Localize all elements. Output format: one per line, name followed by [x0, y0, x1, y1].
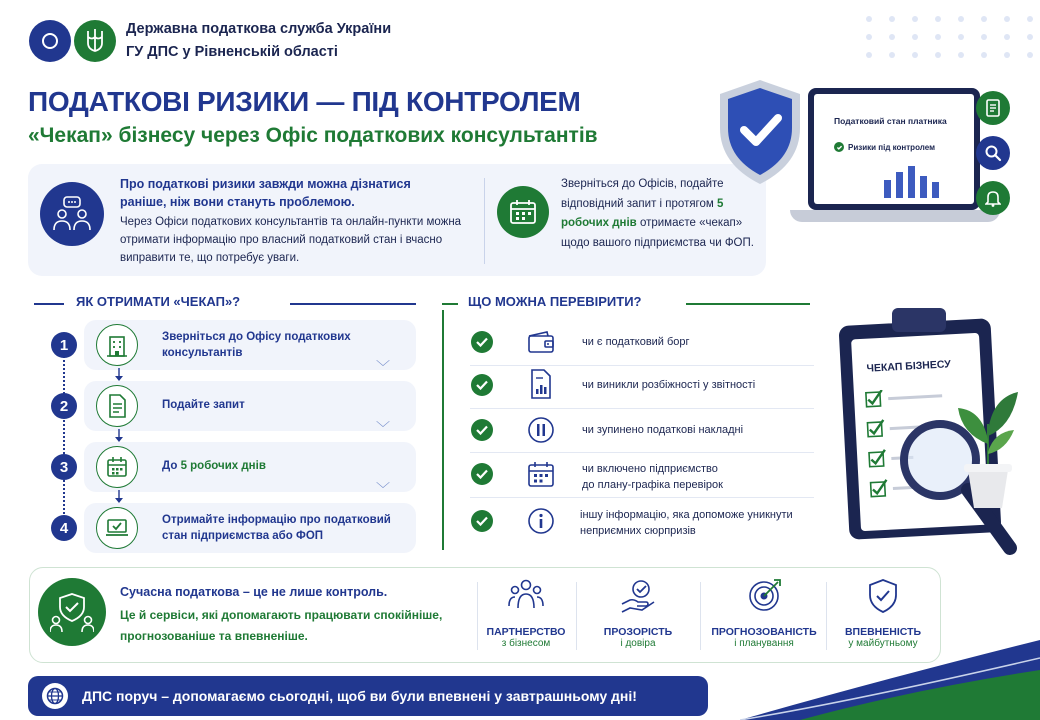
report-icon	[526, 369, 556, 399]
laptop-check-icon	[96, 507, 138, 549]
check-divider	[470, 452, 814, 453]
check-heading-line-right	[686, 303, 810, 305]
coat-of-arms-logo	[74, 20, 116, 62]
check-divider	[470, 408, 814, 409]
screen-bar-chart	[882, 164, 942, 198]
step-number-1: 1	[51, 332, 77, 358]
feature-partnership-sub: з бізнесом	[501, 638, 551, 649]
calendar-icon	[526, 459, 556, 489]
clipboard-clip	[892, 308, 946, 332]
check-item-4-text	[582, 461, 723, 493]
step-text-3-highlight: 5 робочих днів	[180, 460, 266, 472]
laptop-screen	[808, 88, 980, 210]
step-number-4: 4	[51, 515, 77, 541]
check-mark-icon	[471, 331, 493, 353]
footer-banner	[28, 676, 708, 716]
check-item-4-line1: чи включено підприємство	[582, 463, 718, 475]
decorative-dots	[866, 16, 1033, 58]
check-item-2-text: чи виникли розбіжності у звітності	[582, 379, 756, 391]
modern-title: Сучасна податкова – це не лише контроль.	[120, 585, 388, 599]
check-divider	[470, 497, 814, 498]
agency-name: Державна податкова служба України	[126, 21, 392, 37]
trident-icon	[85, 28, 105, 54]
feature-transparency	[590, 578, 686, 654]
calendar-icon	[96, 446, 138, 488]
wallet-icon	[526, 327, 556, 357]
step-arrow-icon	[114, 490, 124, 504]
check-mark-icon	[471, 510, 493, 532]
how-heading: ЯК ОТРИМАТИ «ЧЕКАП»?	[76, 294, 241, 309]
check-heading-line-left-stroke	[442, 310, 444, 550]
page-subtitle: «Чекап» бізнесу через Офіс податкових консультантів	[28, 124, 598, 147]
bell-icon[interactable]	[976, 181, 1010, 215]
globe-icon	[42, 683, 68, 709]
screen-status	[834, 142, 935, 152]
feature-confidence-title: ВПЕВНЕНІСТЬ	[844, 626, 922, 638]
feature-partnership-title: ПАРТНЕРСТВО	[486, 626, 566, 638]
feature-predictability-title: ПРОГНОЗОВАНІСТЬ	[711, 626, 817, 638]
regional-office-name: ГУ ДПС у Рівненській області	[126, 44, 338, 60]
status-check-icon	[834, 142, 844, 152]
document-icon	[96, 385, 138, 427]
chevron-down-icon: ﹀	[376, 481, 390, 497]
info-icon	[526, 506, 556, 536]
step-text-3-before: До	[162, 460, 181, 472]
intro-right-highlight: 5 робочих днів	[561, 197, 724, 229]
check-heading-line-left-cap	[442, 303, 458, 305]
check-item-4-line2: до плану-графіка перевірок	[582, 479, 723, 491]
clipboard-illustration	[830, 300, 1020, 560]
step-number-3: 3	[51, 454, 77, 480]
step-text-1: Зверніться до Офісу податкових консультантів	[162, 331, 351, 359]
intro-divider	[484, 178, 485, 264]
feature-divider	[576, 582, 577, 650]
building-icon	[96, 324, 138, 366]
check-mark-icon	[471, 374, 493, 396]
check-item-1-text: чи є податковий борг	[582, 336, 690, 348]
partners-icon	[508, 578, 544, 612]
check-divider	[470, 365, 814, 366]
feature-transparency-title: ПРОЗОРІСТЬ	[603, 626, 673, 638]
footer-banner-text: ДПС поруч – допомагаємо сьогодні, щоб ви були впевнені у завтрашньому дні!	[82, 688, 637, 704]
intro-body-text: Через Офіси податкових консультантів та онлайн-пункти можна отримати інформацію про власний податковий стан і вчасно виправити те, що потребує уваги.	[120, 216, 462, 264]
chevron-down-icon: ﹀	[376, 359, 390, 375]
intro-right-part2: отримаєте «чекап» щодо вашого підприємства чи ФОП.	[561, 217, 754, 249]
laptop-base	[790, 210, 1000, 222]
feature-divider	[700, 582, 701, 650]
search-icon[interactable]	[976, 136, 1010, 170]
feature-partnership	[478, 578, 574, 654]
pause-icon	[526, 415, 556, 445]
step-number-2: 2	[51, 393, 77, 419]
trust-icon	[620, 578, 656, 614]
intro-lead-text: Про податкові ризики завжди можна дізнатися раніше, ніж вони стануть проблемою.	[120, 177, 411, 209]
consultation-icon	[40, 182, 104, 246]
document-icon[interactable]	[976, 91, 1010, 125]
intro-right-text	[561, 175, 759, 253]
shield-check-icon	[716, 78, 804, 186]
plant-icon	[954, 384, 1022, 510]
check-heading: ЩО МОЖНА ПЕРЕВІРИТИ?	[468, 294, 642, 309]
check-item-5-line1: іншу інформацію, яка допоможе уникнути	[580, 509, 793, 521]
how-heading-line-right	[290, 303, 416, 305]
step-text-3	[162, 460, 266, 472]
page-title: ПОДАТКОВІ РИЗИКИ — ПІД КОНТРОЛЕМ	[28, 86, 581, 117]
intro-right-part1: Зверніться до Офісів, подайте відповідний запит і протягом	[561, 178, 724, 210]
feature-predictability-sub: і планування	[734, 638, 794, 649]
clipboard-title: ЧЕКАП БІЗНЕСУ	[866, 358, 952, 375]
screen-title: Податковий стан платника	[834, 116, 947, 126]
laptop-illustration	[760, 82, 970, 252]
how-heading-line-left	[34, 303, 64, 305]
step-text-4: Отримайте інформацію про податковий стан підприємства або ФОП	[162, 514, 391, 542]
feature-transparency-sub: і довіра	[620, 638, 656, 649]
feature-confidence-sub: у майбутньому	[848, 638, 918, 649]
chevron-down-icon: ﹀	[376, 420, 390, 436]
calendar-circle-icon	[497, 186, 549, 238]
target-icon	[746, 578, 782, 614]
step-text-2: Подайте запит	[162, 399, 245, 411]
step-arrow-icon	[114, 429, 124, 443]
decorative-wave	[740, 640, 1040, 720]
check-mark-icon	[471, 419, 493, 441]
check-item-3-text: чи зупинено податкові накладні	[582, 424, 744, 436]
tax-service-logo	[29, 20, 71, 62]
check-item-5-text	[580, 507, 793, 539]
screen-status-text: Ризики під контролем	[848, 142, 935, 152]
shield-check-icon	[867, 578, 899, 614]
check-item-5-line2: неприємних сюрпризів	[580, 525, 696, 537]
modern-body: Це й сервіси, які допомагають працювати спокійніше, прогнозованіше та впевненіше.	[120, 608, 443, 643]
step-arrow-icon	[114, 368, 124, 382]
steps-connector	[63, 356, 65, 518]
people-shield-icon	[38, 578, 106, 646]
check-mark-icon	[471, 463, 493, 485]
